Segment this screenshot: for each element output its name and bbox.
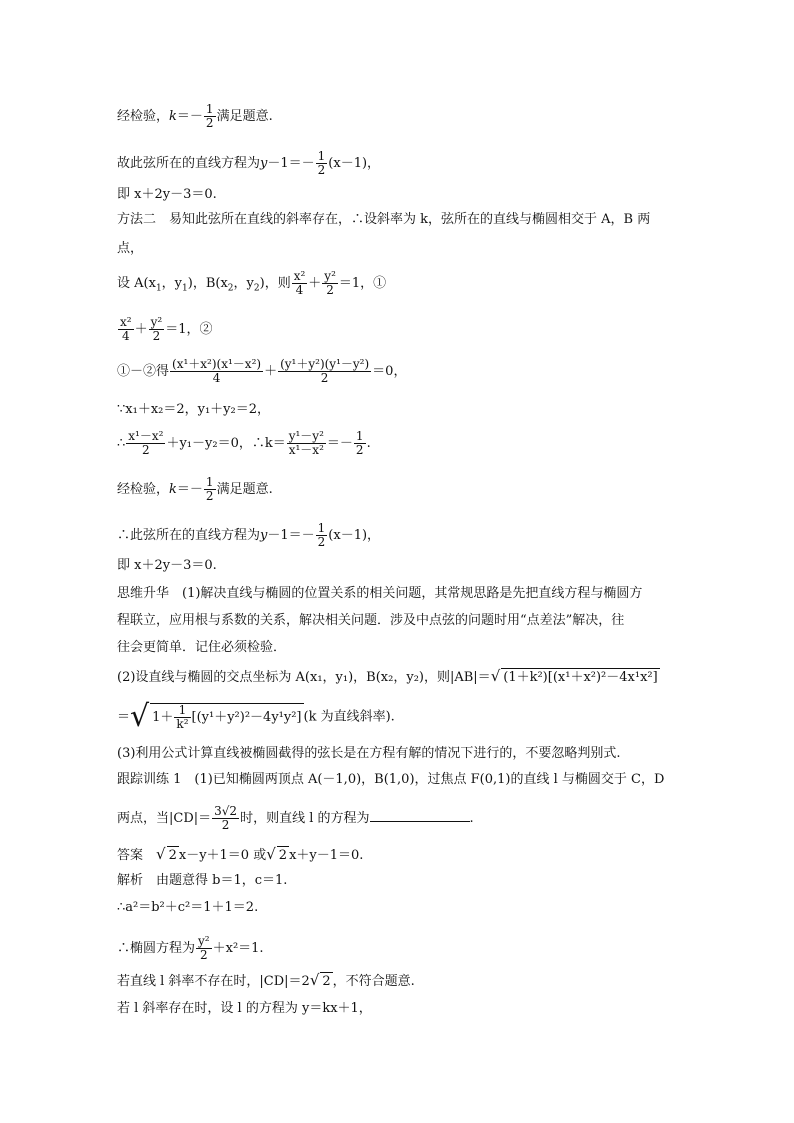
text-line: ∴a²＝b²＋c²＝1＋1＝2.	[117, 900, 259, 915]
text-line: 若直线 l 斜率不存在时，|CD|＝2√ 2 ，不符合题意.	[117, 971, 415, 989]
text-line: 设 $A(x_1$，$y_1$)，$B(x_2$，$y_2$)，则 $\frac{\text{x²}}{4}$ ＋ $\frac{\text{y²}}{2}$ ＝1，①	[117, 269, 387, 297]
text-line: 即 x＋2y－3＝0.	[117, 187, 217, 202]
fraction: $\frac{\text{y¹－y²}}{\text{x¹－x²}}$	[288, 429, 324, 457]
fraction: $\frac{\text{(x¹＋x²)(x¹－x²)}}{4}$	[172, 357, 262, 385]
fraction: $\frac{1}{2}$	[317, 521, 326, 549]
fraction: $\frac{\text{y²}}{2}$	[324, 269, 336, 297]
fraction: $\frac{\text{(y¹＋y²)(y¹－y²)}}{2}$	[280, 357, 370, 385]
text-line: 点，	[117, 241, 144, 256]
text-line: 经检验，k＝－ $\frac{1}{2}$ 满足题意.	[117, 475, 273, 503]
text-line: 方法二 易知此弦所在直线的斜率存在，∴设斜率为 k，弦所在的直线与椭圆相交于 A，B 两	[117, 212, 651, 227]
text-line: ＝√ 1＋ $\frac{1}{\text{k²}}$ [(y¹＋y²)²－4y¹y²] (k 为直线斜率).	[117, 699, 395, 734]
fraction: $\frac{3√2}{2}$	[214, 804, 238, 832]
text-line: ∵x₁＋x₂＝2，y₁＋y₂＝2，	[117, 402, 271, 417]
text-line: 跟踪训练 1 (1)已知椭圆两顶点 A(－1,0)，B(1,0)，过焦点 F(0,1)的直线 l 与椭圆交于 C，D	[117, 772, 665, 787]
text-line: 程联立，应用根与系数的关系，解决相关问题．涉及中点弦的问题时用“点差法”解决，往	[117, 613, 625, 628]
text-line: (2)设直线与椭圆的交点坐标为 A(x₁，y₁)，B(x₂，y₂)，则|AB|＝√ (1＋k²)[(x¹＋x²)²－4x¹x²]	[117, 667, 658, 685]
text-line: ∴此弦所在的直线方程为y－1＝－ $\frac{1}{2}$ (x－1)，	[117, 521, 381, 549]
text-line: 答案 √ 2 x－y＋1＝0 或√ 2 x＋y－1＝0.	[117, 845, 364, 863]
text-line: ∴椭圆方程为 $\frac{\text{y²}}{2}$ ＋x²＝1.	[117, 934, 264, 962]
text-line: 思维升华 (1)解决直线与椭圆的位置关系的相关问题，其常规思路是先把直线方程与椭圆方	[117, 586, 643, 601]
text-line: 解析 由题意得 b＝1，c＝1.	[117, 873, 288, 888]
fraction: $\frac{\text{x²}}{4}$	[293, 269, 306, 297]
fraction: $\frac{\text{x²}}{4}$	[120, 315, 132, 343]
text-line: ①－②得 $\frac{\text{(x¹＋x²)(x¹－x²)}}{4}$ ＋ $\frac{\text{(y¹＋y²)(y¹－y²)}}{2}$ ＝0，	[117, 357, 407, 385]
fraction: $\frac{1}{2}$	[355, 429, 364, 457]
fraction: $\frac{1}{2}$	[317, 149, 326, 177]
fraction: $\frac{\text{x¹－x²}}{2}$	[128, 429, 164, 457]
fraction: $\frac{1}{2}$	[205, 102, 214, 130]
text-line: (3)利用公式计算直线被椭圆截得的弦长是在方程有解的情况下进行的，不要忽略判别式.	[117, 746, 621, 761]
text-line: 经检验，k＝－ $\frac{1}{2}$ 满足题意.	[117, 102, 273, 130]
text-line: ∴ $\frac{\text{x¹－x²}}{2}$ ＋y₁－y₂＝0，∴k＝ $\frac{\text{y¹－y²}}{\text{x¹－x²}}$ ＝－ $\frac{1}{2}$ .	[117, 429, 371, 457]
text-line: 若 l 斜率存在时，设 l 的方程为 y＝kx＋1，	[117, 1001, 372, 1016]
text-line: $\frac{\text{x²}}{4}$ ＋ $\frac{\text{y²}}{2}$ ＝1，②	[120, 315, 213, 343]
fraction: $\frac{1}{\text{k²}}$	[176, 702, 189, 731]
fraction: $\frac{1}{2}$	[205, 475, 214, 503]
text-line: 往会更简单．记住必须检验．	[117, 640, 287, 655]
text-line: 两点，当|CD|＝ $\frac{3√2}{2}$ 时，则直线 l 的方程为 .	[117, 804, 474, 832]
text-line: 故此弦所在的直线方程为y－1＝－ $\frac{1}{2}$ (x－1)，	[117, 149, 381, 177]
fraction: $\frac{\text{y²}}{2}$	[198, 934, 210, 962]
text-line: 即 x＋2y－3＝0.	[117, 558, 217, 573]
answer-blank	[370, 809, 470, 822]
fraction: $\frac{\text{y²}}{2}$	[150, 315, 163, 343]
